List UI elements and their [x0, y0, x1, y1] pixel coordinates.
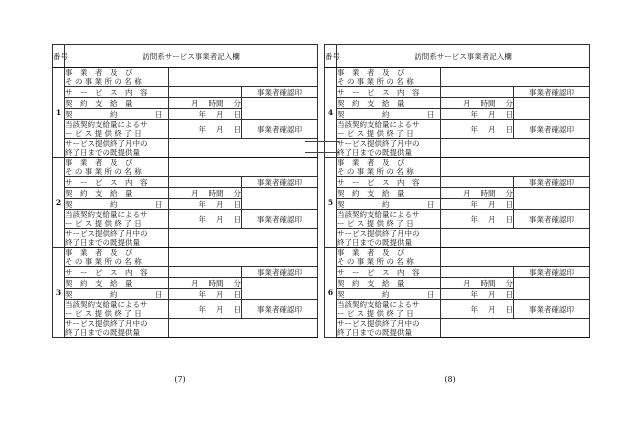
contract-amount-value: [169, 188, 242, 199]
unit-year: 年: [470, 214, 478, 224]
unit-year: 年: [198, 214, 206, 224]
unit-day: 日: [505, 199, 513, 209]
confirm-seal-text: 事業者確認印: [529, 124, 574, 134]
provider-label-line: 事 業 者 及 び: [65, 68, 133, 77]
confirm-seal-text: 事業者確認印: [257, 304, 302, 314]
provided-line: 終了日までの既提供量: [337, 328, 412, 337]
entry-service-row: [53, 87, 318, 98]
provided-amount-label: [65, 139, 169, 158]
unit-day: 日: [505, 289, 513, 299]
entry-number-text: 6: [327, 288, 334, 297]
unit-month: 月: [463, 98, 471, 108]
provider-label-line: そ の 事 業 所 の 名 称: [337, 167, 414, 176]
provider-name-label: [65, 68, 169, 87]
confirm-seal-box: [514, 278, 590, 300]
contract-date-label: [337, 289, 441, 300]
contract-amount-value: [169, 98, 242, 109]
provider-name-label: [337, 68, 441, 87]
entry-end-date-row: [53, 210, 318, 229]
service-content-value: [169, 87, 242, 98]
service-content-label: [337, 177, 441, 188]
contract-amount-value: [441, 98, 514, 109]
service-content-value: [169, 267, 242, 278]
contract-amount-text: 契 約 支 給 量: [337, 278, 405, 288]
contract-amount-value: [169, 278, 242, 289]
end-date-value: [169, 300, 242, 319]
unit-month: 月: [191, 188, 199, 198]
end-confirm-seal: [514, 120, 590, 139]
provided-line: サービス提供終了月中の: [65, 229, 148, 238]
contract-date-value: [441, 109, 514, 120]
provided-amount-value: [169, 139, 318, 158]
end-confirm-seal: [514, 210, 590, 229]
provided-line: サービス提供終了月中の: [337, 229, 420, 238]
unit-day: 日: [233, 109, 241, 119]
entry-number: [325, 248, 337, 338]
end-confirm-seal: [514, 300, 590, 319]
contract-date-value: [441, 199, 514, 210]
page-number: (7): [174, 375, 186, 384]
entry-end-date-row: [53, 300, 318, 319]
unit-day: 日: [233, 289, 241, 299]
entry-provided-row: [325, 319, 590, 338]
end-date-line: 当該契約支給量によるサ: [65, 210, 148, 219]
entry-provider-row: [325, 248, 590, 267]
entry-number: [53, 248, 65, 338]
end-date-line: 当該契約支給量によるサ: [65, 300, 148, 309]
provider-label-line: そ の 事 業 所 の 名 称: [337, 257, 414, 266]
contract-amount-label: [65, 98, 169, 109]
end-date-line: ー ビ ス 提 供 終 了 日: [337, 309, 414, 318]
unit-month: 月: [216, 289, 224, 299]
unit-year: 年: [470, 289, 478, 299]
contract-amount-text: 契 約 支 給 量: [337, 188, 405, 198]
service-label-text: サ ー ビ ス 内 容: [65, 267, 148, 277]
provided-line: 終了日までの既提供量: [65, 148, 140, 157]
entry-provided-row: [325, 139, 590, 158]
unit-year: 年: [470, 199, 478, 209]
contract-date-text: 契 約 日: [65, 289, 163, 299]
confirm-seal-text: 事業者確認印: [257, 124, 302, 134]
unit-day: 日: [505, 214, 513, 224]
unit-month: 月: [216, 304, 224, 314]
confirm-seal-text: 事業者確認印: [529, 304, 574, 314]
unit-minutes: 分: [505, 188, 513, 198]
unit-minutes: 分: [505, 98, 513, 108]
service-label-text: サ ー ビ ス 内 容: [65, 87, 148, 97]
end-confirm-seal: [242, 120, 318, 139]
provider-name-value: [441, 158, 590, 177]
entry-service-row: [53, 177, 318, 188]
unit-month: 月: [216, 214, 224, 224]
provider-name-label: [65, 158, 169, 177]
entry-service-row: [53, 267, 318, 278]
unit-day: 日: [233, 199, 241, 209]
end-date-line: ー ビ ス 提 供 終 了 日: [337, 219, 414, 228]
entry-provider-row: [325, 158, 590, 177]
service-content-value: [441, 177, 514, 188]
provided-amount-value: [441, 319, 590, 338]
entry-provided-row: [53, 139, 318, 158]
end-date-value: [441, 210, 514, 229]
unit-year: 年: [198, 289, 206, 299]
unit-month: 月: [488, 109, 496, 119]
end-date-line: 当該契約支給量によるサ: [337, 300, 420, 309]
confirm-seal-text: 事業者確認印: [257, 267, 302, 277]
unit-year: 年: [470, 124, 478, 134]
unit-minutes: 分: [233, 98, 241, 108]
unit-day: 日: [233, 214, 241, 224]
entry-provided-row: [325, 229, 590, 248]
unit-month: 月: [216, 109, 224, 119]
provided-amount-label: [337, 139, 441, 158]
service-content-value: [441, 267, 514, 278]
entry-end-date-row: [325, 210, 590, 229]
entry-number: [53, 68, 65, 158]
contract-date-label: [65, 289, 169, 300]
contract-amount-text: 契 約 支 給 量: [65, 278, 133, 288]
unit-year: 年: [198, 199, 206, 209]
unit-hours: 時間: [208, 278, 224, 288]
unit-minutes: 分: [505, 278, 513, 288]
service-label-text: サ ー ビ ス 内 容: [337, 177, 420, 187]
table-header-row: [53, 45, 318, 68]
unit-hours: 時間: [480, 98, 496, 108]
contract-date-label: [337, 199, 441, 210]
entry-service-row: [325, 267, 590, 278]
provider-label-line: そ の 事 業 所 の 名 称: [65, 77, 142, 86]
form-page-right: [324, 44, 589, 338]
provider-name-value: [169, 68, 318, 87]
entry-provider-row: [53, 248, 318, 267]
contract-amount-label: [65, 188, 169, 199]
confirm-seal-box: [242, 278, 318, 300]
provider-record-table: [52, 44, 318, 338]
confirm-seal-text: 事業者確認印: [529, 87, 574, 97]
entry-service-row: [325, 177, 590, 188]
contract-amount-label: [337, 188, 441, 199]
service-content-label: [337, 87, 441, 98]
entry-provider-row: [53, 68, 318, 87]
service-content-label: [65, 177, 169, 188]
unit-year: 年: [470, 304, 478, 314]
service-label-text: サ ー ビ ス 内 容: [337, 267, 420, 277]
provided-amount-value: [169, 319, 318, 338]
form-page-left: [52, 44, 317, 338]
entry-amount-row: [53, 278, 318, 289]
unit-day: 日: [505, 124, 513, 134]
entry-number-text: 5: [327, 198, 334, 207]
end-confirm-seal: [242, 300, 318, 319]
unit-minutes: 分: [233, 278, 241, 288]
confirm-seal-header: [514, 267, 590, 278]
provided-amount-value: [169, 229, 318, 248]
entry-number: [53, 158, 65, 248]
provided-amount-value: [441, 139, 590, 158]
unit-hours: 時間: [480, 188, 496, 198]
provided-line: 終了日までの既提供量: [337, 148, 412, 157]
unit-month: 月: [216, 124, 224, 134]
unit-month: 月: [488, 289, 496, 299]
entry-end-date-row: [325, 300, 590, 319]
entry-end-date-row: [53, 120, 318, 139]
service-content-label: [65, 267, 169, 278]
confirm-seal-box: [514, 98, 590, 120]
end-confirm-seal: [242, 210, 318, 229]
confirm-seal-box: [242, 98, 318, 120]
confirm-seal-box: [514, 188, 590, 210]
service-label-text: サ ー ビ ス 内 容: [65, 177, 148, 187]
unit-hours: 時間: [208, 188, 224, 198]
end-date-label: [65, 300, 169, 319]
provider-label-line: 事 業 者 及 び: [65, 158, 133, 167]
entry-number-text: 3: [55, 288, 62, 297]
service-content-label: [65, 87, 169, 98]
entry-amount-row: [53, 98, 318, 109]
unit-month: 月: [488, 199, 496, 209]
contract-amount-label: [337, 98, 441, 109]
provided-amount-label: [337, 229, 441, 248]
provider-label-line: そ の 事 業 所 の 名 称: [337, 77, 414, 86]
end-date-line: ー ビ ス 提 供 終 了 日: [65, 219, 142, 228]
provided-amount-label: [65, 229, 169, 248]
entry-provider-row: [325, 68, 590, 87]
entry-amount-row: [325, 278, 590, 289]
end-date-label: [65, 210, 169, 229]
end-date-value: [169, 210, 242, 229]
confirm-seal-text: 事業者確認印: [529, 177, 574, 187]
entry-number-text: 2: [55, 198, 62, 207]
confirm-seal-text: 事業者確認印: [257, 177, 302, 187]
page-number: (8): [444, 375, 456, 384]
unit-year: 年: [470, 109, 478, 119]
contract-amount-text: 契 約 支 給 量: [65, 98, 133, 108]
provided-line: 終了日までの既提供量: [65, 238, 140, 247]
confirm-seal-text: 事業者確認印: [257, 87, 302, 97]
contract-date-label: [65, 109, 169, 120]
provided-line: サービス提供終了月中の: [337, 319, 420, 328]
contract-amount-label: [65, 278, 169, 289]
table-title: 訪問系サービス事業者記入欄: [65, 45, 318, 68]
provider-name-label: [65, 248, 169, 267]
end-date-label: [337, 120, 441, 139]
service-content-label: [337, 267, 441, 278]
service-content-value: [169, 177, 242, 188]
entry-provided-row: [53, 229, 318, 248]
end-date-label: [337, 300, 441, 319]
contract-date-label: [65, 199, 169, 210]
provider-name-value: [441, 248, 590, 267]
contract-amount-value: [441, 278, 514, 289]
crossing-line: [305, 152, 339, 153]
provider-name-value: [169, 158, 318, 177]
entry-number: [325, 158, 337, 248]
provider-name-value: [441, 68, 590, 87]
unit-year: 年: [198, 124, 206, 134]
end-date-line: 当該契約支給量によるサ: [65, 120, 148, 129]
contract-amount-text: 契 約 支 給 量: [65, 188, 133, 198]
entry-provided-row: [53, 319, 318, 338]
contract-date-text: 契 約 日: [65, 109, 163, 119]
unit-day: 日: [233, 304, 241, 314]
end-date-value: [441, 300, 514, 319]
confirm-seal-header: [514, 87, 590, 98]
unit-year: 年: [198, 304, 206, 314]
contract-date-value: [169, 109, 242, 120]
table-header-row: [325, 45, 590, 68]
contract-date-text: 契 約 日: [337, 289, 435, 299]
provided-amount-label: [65, 319, 169, 338]
unit-month: 月: [488, 214, 496, 224]
entry-amount-row: [325, 98, 590, 109]
provided-line: 終了日までの既提供量: [337, 238, 412, 247]
number-header: 番号: [53, 45, 65, 68]
contract-date-label: [337, 109, 441, 120]
provider-label-line: 事 業 者 及 び: [337, 248, 405, 257]
entry-end-date-row: [325, 120, 590, 139]
confirm-seal-text: 事業者確認印: [529, 214, 574, 224]
contract-date-value: [169, 199, 242, 210]
entry-amount-row: [53, 188, 318, 199]
contract-amount-value: [441, 188, 514, 199]
contract-date-text: 契 約 日: [337, 109, 435, 119]
contract-amount-label: [337, 278, 441, 289]
unit-day: 日: [233, 124, 241, 134]
confirm-seal-text: 事業者確認印: [529, 267, 574, 277]
end-date-line: ー ビ ス 提 供 終 了 日: [65, 309, 142, 318]
unit-month: 月: [488, 304, 496, 314]
table-title: 訪問系サービス事業者記入欄: [337, 45, 590, 68]
provided-amount-label: [337, 319, 441, 338]
provider-name-label: [337, 248, 441, 267]
confirm-seal-header: [514, 177, 590, 188]
entry-number-text: 4: [327, 108, 334, 117]
entry-number-text: 1: [55, 108, 62, 117]
unit-month: 月: [463, 188, 471, 198]
provider-record-table: [324, 44, 590, 338]
end-date-line: 当該契約支給量によるサ: [337, 210, 420, 219]
provider-name-value: [169, 248, 318, 267]
contract-date-text: 契 約 日: [337, 199, 435, 209]
unit-month: 月: [191, 98, 199, 108]
entry-service-row: [325, 87, 590, 98]
provided-line: サービス提供終了月中の: [65, 139, 148, 148]
end-date-value: [169, 120, 242, 139]
provider-label-line: 事 業 者 及 び: [337, 158, 405, 167]
contract-amount-text: 契 約 支 給 量: [337, 98, 405, 108]
confirm-seal-header: [242, 267, 318, 278]
provider-name-label: [337, 158, 441, 177]
provider-label-line: そ の 事 業 所 の 名 称: [65, 257, 142, 266]
provider-label-line: そ の 事 業 所 の 名 称: [65, 167, 142, 176]
entry-amount-row: [325, 188, 590, 199]
number-header: 番号: [325, 45, 337, 68]
entry-number: [325, 68, 337, 158]
unit-month: 月: [488, 124, 496, 134]
contract-date-value: [169, 289, 242, 300]
end-date-label: [337, 210, 441, 229]
contract-date-value: [441, 289, 514, 300]
unit-minutes: 分: [233, 188, 241, 198]
provided-line: サービス提供終了月中の: [65, 319, 148, 328]
confirm-seal-header: [242, 87, 318, 98]
provider-label-line: 事 業 者 及 び: [337, 68, 405, 77]
confirm-seal-box: [242, 188, 318, 210]
service-label-text: サ ー ビ ス 内 容: [337, 87, 420, 97]
end-date-value: [441, 120, 514, 139]
unit-day: 日: [505, 109, 513, 119]
provided-amount-value: [441, 229, 590, 248]
unit-year: 年: [198, 109, 206, 119]
provided-line: 終了日までの既提供量: [65, 328, 140, 337]
end-date-line: 当該契約支給量によるサ: [337, 120, 420, 129]
unit-month: 月: [191, 278, 199, 288]
crossing-line: [305, 141, 339, 142]
unit-day: 日: [505, 304, 513, 314]
confirm-seal-header: [242, 177, 318, 188]
service-content-value: [441, 87, 514, 98]
provided-line: サービス提供終了月中の: [337, 139, 420, 148]
end-date-label: [65, 120, 169, 139]
confirm-seal-text: 事業者確認印: [257, 214, 302, 224]
unit-month: 月: [216, 199, 224, 209]
unit-hours: 時間: [208, 98, 224, 108]
entry-provider-row: [53, 158, 318, 177]
end-date-line: ー ビ ス 提 供 終 了 日: [65, 129, 142, 138]
unit-hours: 時間: [480, 278, 496, 288]
end-date-line: ー ビ ス 提 供 終 了 日: [337, 129, 414, 138]
unit-month: 月: [463, 278, 471, 288]
contract-date-text: 契 約 日: [65, 199, 163, 209]
provider-label-line: 事 業 者 及 び: [65, 248, 133, 257]
